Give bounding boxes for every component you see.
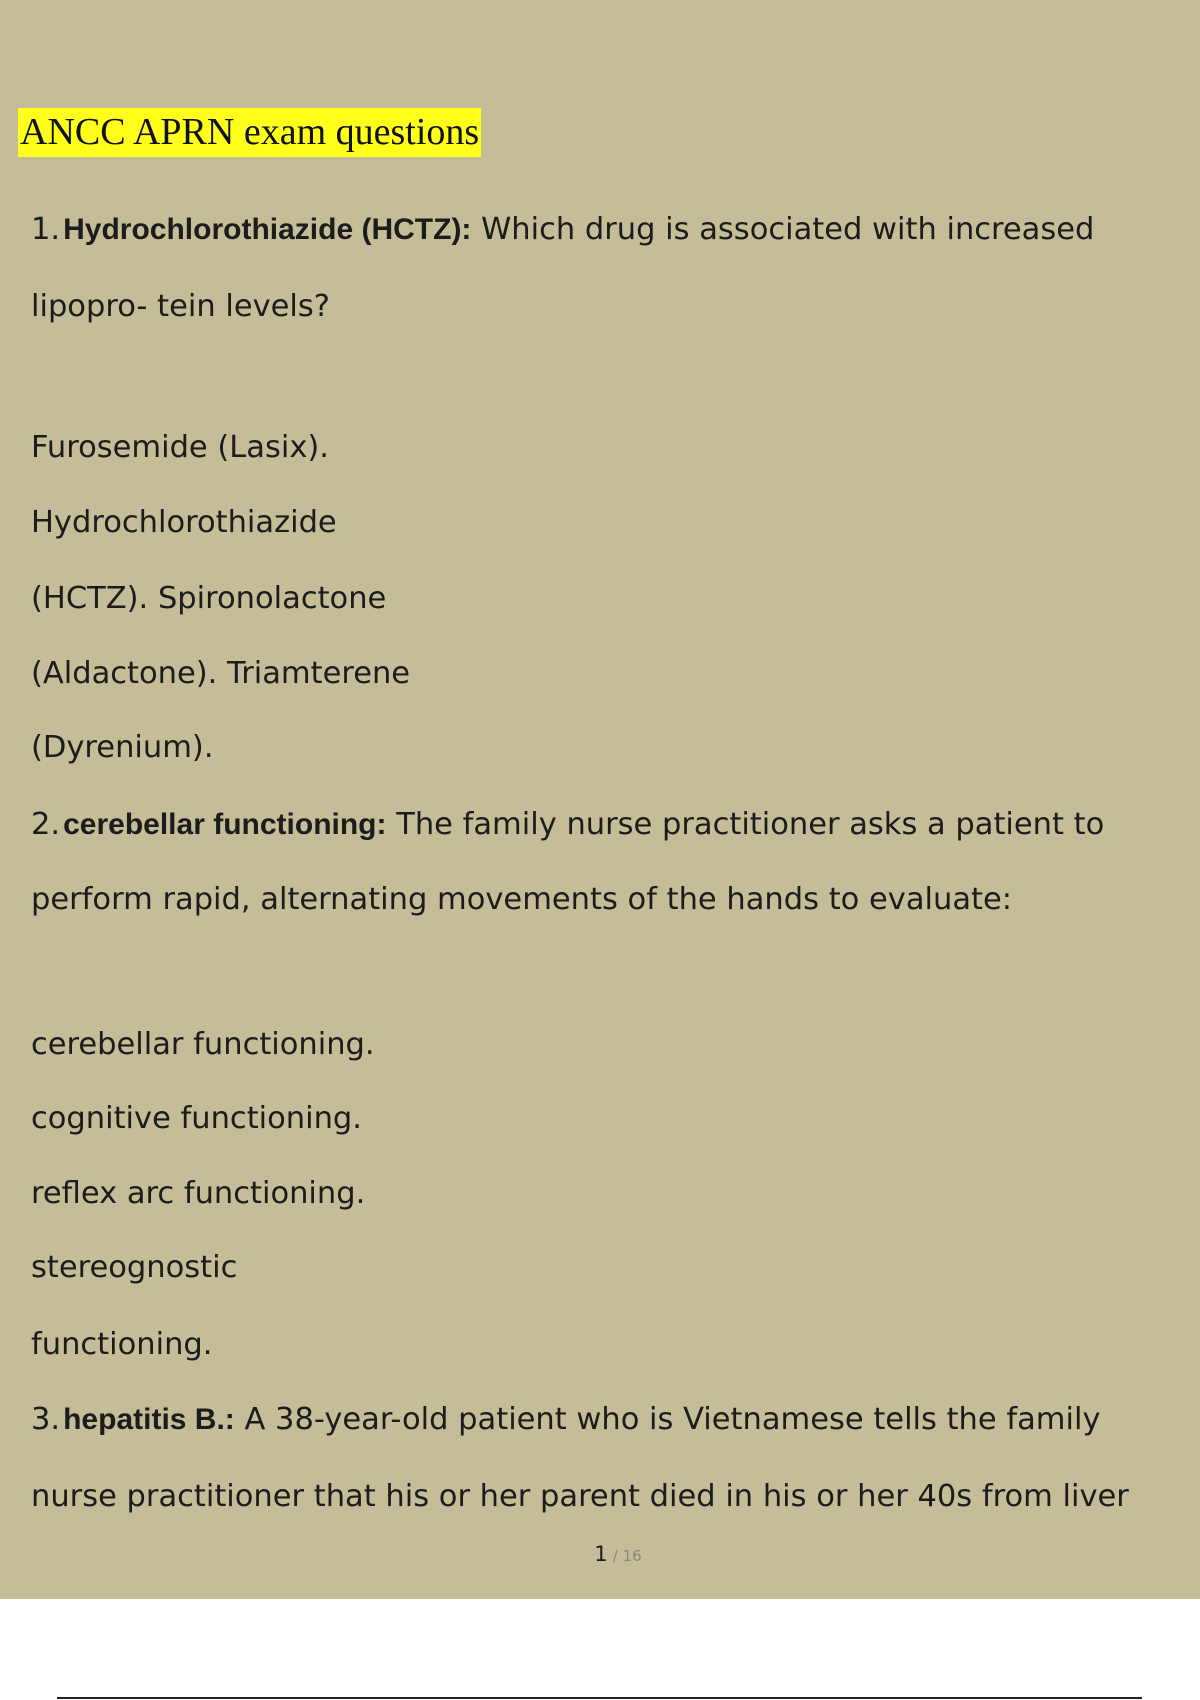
question-1-stem-continued: lipopro- tein levels? xyxy=(31,289,330,324)
question-2-option: functioning. xyxy=(31,1327,213,1362)
question-3-stem xyxy=(31,1400,1101,1440)
page-counter xyxy=(0,1541,1200,1569)
question-1-option: (HCTZ). Spironolactone xyxy=(31,581,387,616)
question-2-option: cognitive functioning. xyxy=(31,1101,362,1136)
question-2-stem-continued: perform rapid, alternating movements of the hands to evaluate: xyxy=(31,882,1013,917)
document-title: ANCC APRN exam questions xyxy=(18,108,481,157)
question-1-option: (Aldactone). Triamterene xyxy=(31,656,411,691)
page-current-number: 1 xyxy=(594,1542,608,1566)
question-3-stem-continued: nurse practitioner that his or her parent died in his or her 40s from liver xyxy=(31,1479,1129,1514)
question-2-stem xyxy=(31,805,1104,845)
page-divider xyxy=(57,1697,1142,1699)
question-number: 3. xyxy=(31,1402,61,1437)
question-number: 2. xyxy=(31,807,61,842)
question-2-option: stereognostic xyxy=(31,1250,238,1285)
question-answer-term: hepatitis B.: xyxy=(63,1403,235,1436)
question-1-option: Furosemide (Lasix). xyxy=(31,430,329,465)
question-1-option: Hydrochlorothiazide xyxy=(31,505,337,540)
question-number: 1. xyxy=(31,212,61,247)
page-total-number: / 16 xyxy=(612,1547,642,1565)
question-text: Which drug is associated with increased xyxy=(471,212,1095,247)
question-1-stem xyxy=(31,210,1094,250)
question-text: The family nurse practitioner asks a patient to xyxy=(386,807,1105,842)
question-answer-term: Hydrochlorothiazide (HCTZ): xyxy=(63,213,472,246)
question-text: A 38-year-old patient who is Vietnamese tells the family xyxy=(234,1402,1101,1437)
question-answer-term: cerebellar functioning: xyxy=(63,808,387,841)
question-1-option: (Dyrenium). xyxy=(31,730,214,765)
question-2-option: reflex arc functioning. xyxy=(31,1176,366,1211)
question-2-option: cerebellar functioning. xyxy=(31,1027,375,1062)
